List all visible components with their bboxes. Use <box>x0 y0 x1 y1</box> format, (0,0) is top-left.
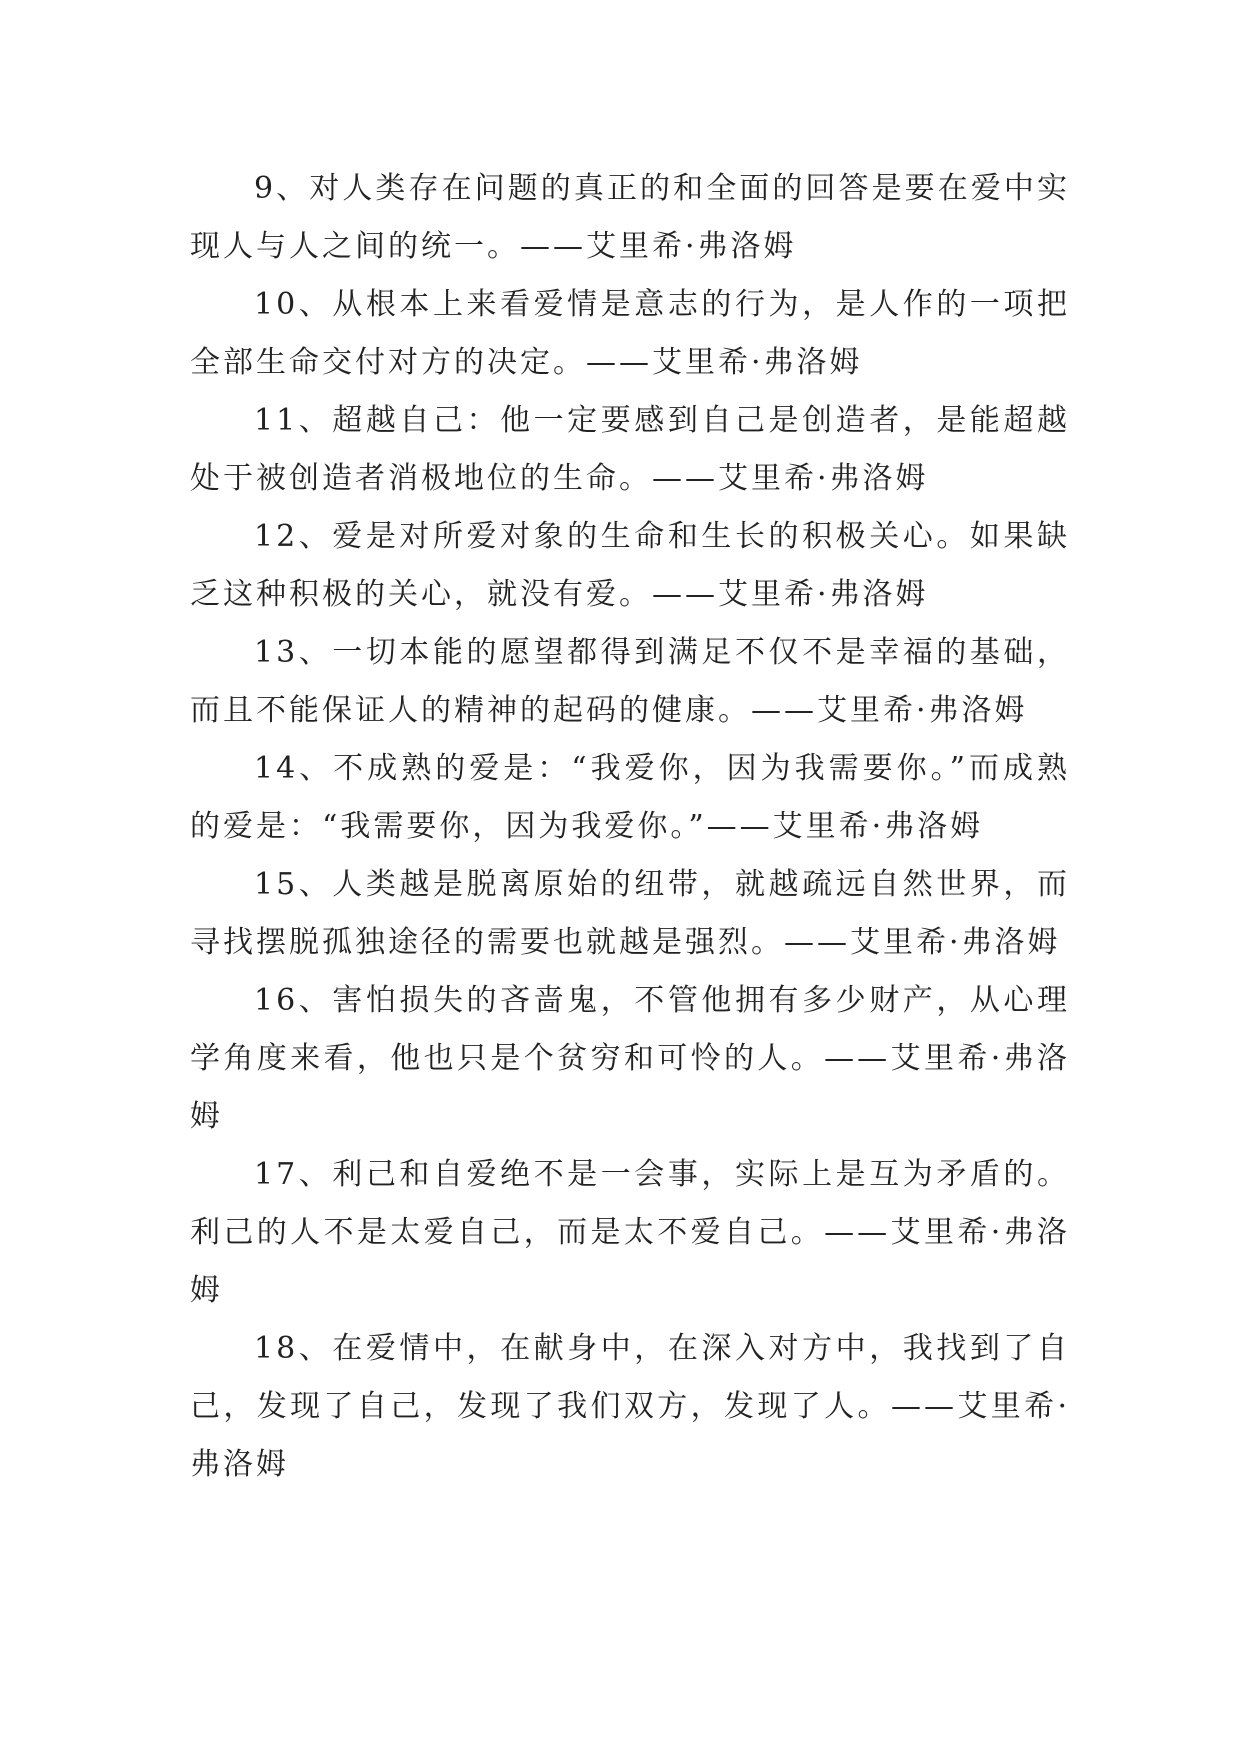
quote-paragraph: 10、从根本上来看爱情是意志的行为，是人作的一项把全部生命交付对方的决定。——艾里希·弗洛姆 <box>190 287 1070 380</box>
quote-paragraph: 14、不成熟的爱是：“我爱你，因为我需要你。”而成熟的爱是：“我需要你，因为我爱你。”——艾里希·弗洛姆 <box>190 751 1070 844</box>
quote-paragraph: 13、一切本能的愿望都得到满足不仅不是幸福的基础，而且不能保证人的精神的起码的健康。——艾里希·弗洛姆 <box>190 635 1070 728</box>
quote-paragraph: 17、利己和自爱绝不是一会事，实际上是互为矛盾的。利己的人不是太爱自己，而是太不爱自己。——艾里希·弗洛姆 <box>190 1157 1070 1308</box>
quote-paragraph: 16、害怕损失的吝啬鬼，不管他拥有多少财产，从心理学角度来看，他也只是个贫穷和可怜的人。——艾里希·弗洛姆 <box>190 983 1070 1134</box>
quote-paragraph: 15、人类越是脱离原始的纽带，就越疏远自然世界，而寻找摆脱孤独途径的需要也就越是强烈。——艾里希·弗洛姆 <box>190 867 1070 960</box>
quote-list <box>190 160 1070 1494</box>
quote-paragraph: 18、在爱情中，在献身中，在深入对方中，我找到了自己，发现了自己，发现了我们双方，发现了人。——艾里希·弗洛姆 <box>190 1331 1070 1482</box>
quote-paragraph: 12、爱是对所爱对象的生命和生长的积极关心。如果缺乏这种积极的关心，就没有爱。——艾里希·弗洛姆 <box>190 519 1070 612</box>
quote-paragraph: 9、对人类存在问题的真正的和全面的回答是要在爱中实现人与人之间的统一。——艾里希·弗洛姆 <box>190 171 1070 264</box>
quote-paragraph: 11、超越自己：他一定要感到自己是创造者，是能超越处于被创造者消极地位的生命。——艾里希·弗洛姆 <box>190 403 1070 496</box>
